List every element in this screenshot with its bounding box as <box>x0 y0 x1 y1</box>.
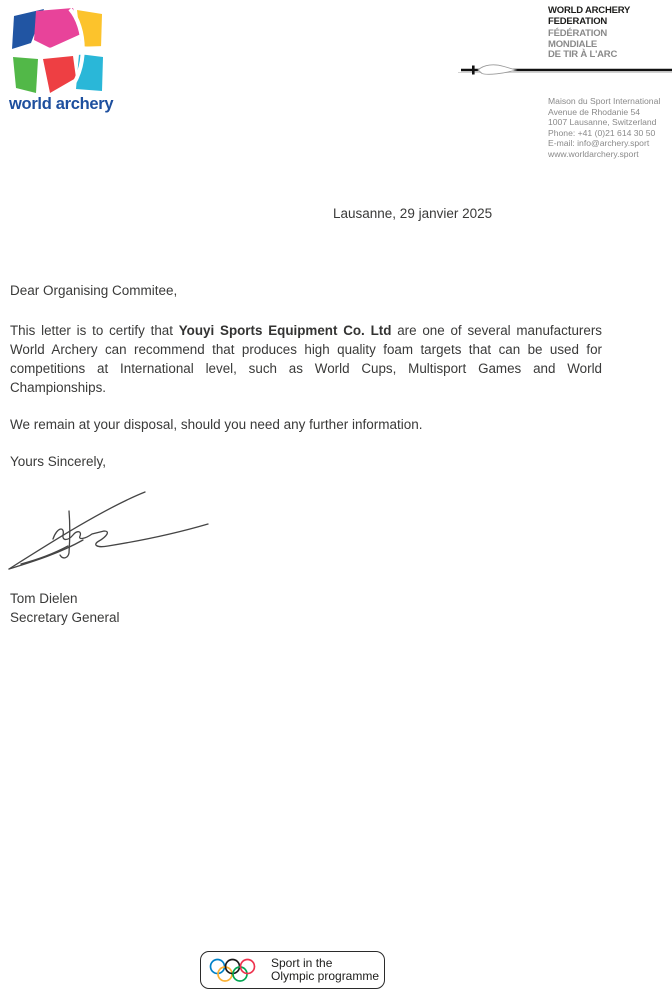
olympic-programme-badge <box>200 951 385 989</box>
address-line-street: Avenue de Rhodanie 54 <box>548 106 641 117</box>
company-name-bold: Youyi Sports Equipment Co. Ltd <box>178 323 392 338</box>
signer-title: Secretary General <box>10 610 120 625</box>
address-line-phone: Phone: +41 (0)21 614 30 50 <box>548 127 656 138</box>
logo-wordmark: world archery <box>9 95 114 113</box>
badge-text-line1: Sport in the <box>271 955 333 970</box>
federation-name-block <box>548 6 630 61</box>
federation-name-fr-line1: FÉDÉRATION <box>548 28 608 39</box>
badge-text <box>271 957 379 984</box>
letter-date: Lausanne, 29 janvier 2025 <box>333 206 493 221</box>
world-archery-logo-icon <box>10 7 105 95</box>
address-line-email: E-mail: info@archery.sport <box>548 138 650 149</box>
federation-name-fr-line3: DE TIR À L'ARC <box>548 49 618 60</box>
federation-name-en-line2: FEDERATION <box>548 15 608 27</box>
address-line-building: Maison du Sport International <box>548 96 661 106</box>
letter-valediction: Yours Sincerely, <box>10 454 107 469</box>
letter-body-paragraph <box>10 321 602 397</box>
body-text-pre: This letter is to certify that <box>10 323 179 338</box>
address-block <box>548 96 660 160</box>
address-line-website: www.worldarchery.sport <box>548 148 639 159</box>
body-text-post: are one of several manufacturers World Archery can recommend that produces high quality foam targets that can be used for competitions at International level, such as World Cups, Multisport Games and World Championships. <box>10 323 602 395</box>
letter-closing-remark: We remain at your disposal, should you need any further information. <box>10 417 423 432</box>
federation-name-fr-line2: MONDIALE <box>548 38 598 50</box>
badge-text-line2: Olympic programme <box>271 969 380 983</box>
signature-block <box>10 589 120 627</box>
arrow-divider-icon <box>458 61 672 79</box>
letter-salutation: Dear Organising Commitee, <box>10 283 178 298</box>
olympic-rings-icon <box>208 957 262 984</box>
handwritten-signature <box>5 483 215 578</box>
signer-name: Tom Dielen <box>10 591 78 606</box>
federation-name-en-line1: WORLD ARCHERY <box>548 5 631 16</box>
address-line-city: 1007 Lausanne, Switzerland <box>548 117 657 128</box>
